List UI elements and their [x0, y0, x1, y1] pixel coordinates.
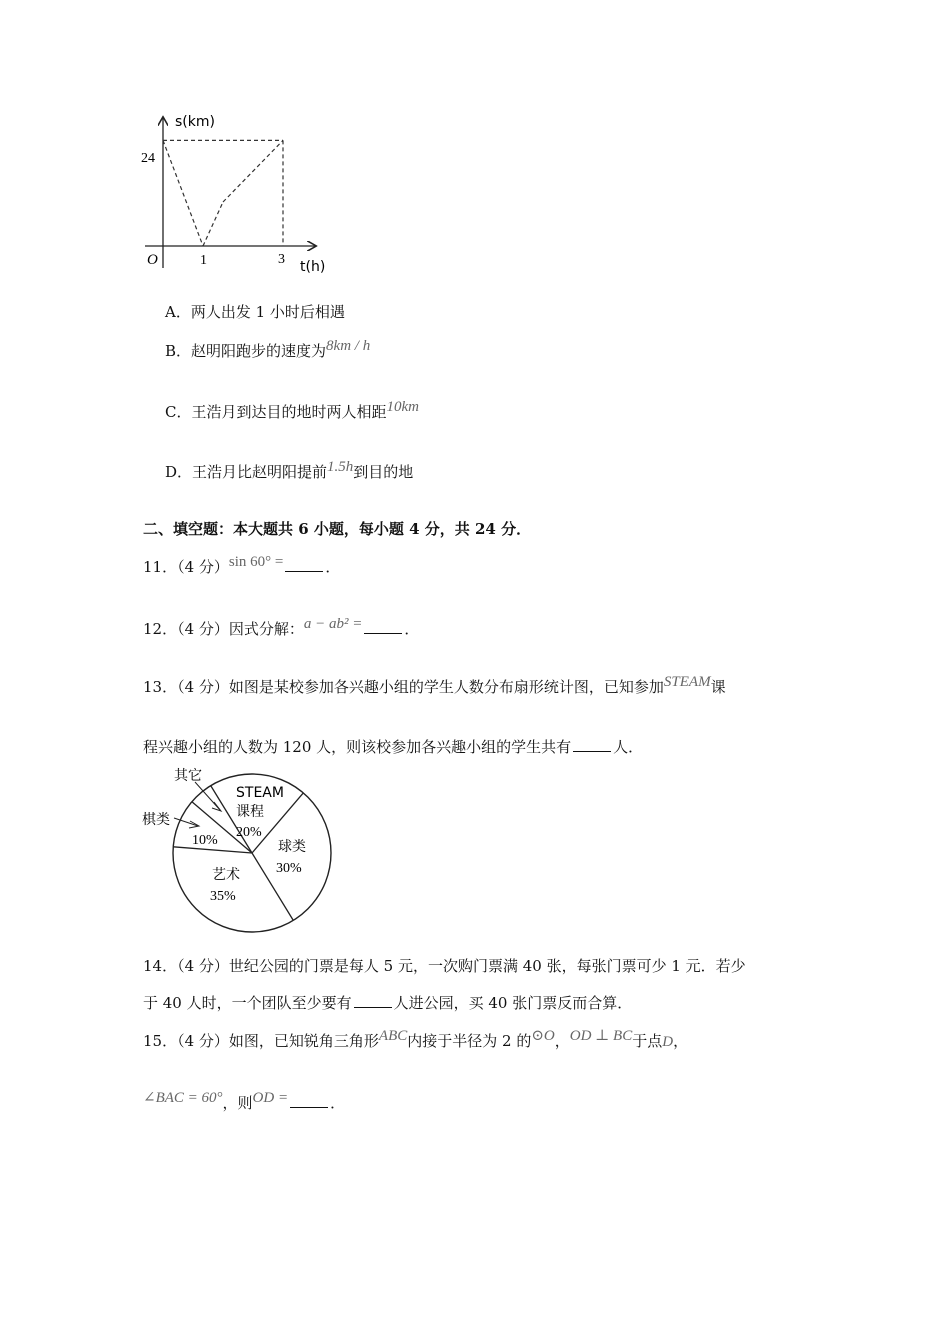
x-tick-1: 1 — [200, 253, 207, 268]
q12-math: a − ab² = — [303, 616, 363, 632]
option-b-letter: B． — [165, 342, 192, 360]
q15-math-angle: ∠BAC = 60° — [143, 1090, 223, 1106]
q15-d: 于点 — [632, 1032, 663, 1050]
option-c-text: 王浩月到达目的地时两人相距 — [191, 403, 387, 421]
pie-label-art: 艺术 — [212, 867, 240, 883]
option-b-text: 赵明阳跑步的速度为 — [191, 342, 327, 360]
option-d-math: 1.5h — [327, 459, 354, 475]
pie-label-ball-pct: 30% — [276, 861, 302, 876]
q15-math-od: OD = — [252, 1090, 289, 1106]
pie-label-art-pct: 35% — [210, 889, 236, 904]
series-segment — [163, 140, 203, 246]
option-d-text-2: 到目的地 — [353, 463, 414, 481]
option-a-text: 两人出发 1 小时后相遇 — [190, 303, 345, 321]
q15-blank — [290, 1093, 328, 1108]
q11-blank — [285, 557, 323, 572]
q12-number: 12．（4 分）因式分解： — [143, 620, 304, 638]
q12-end: ． — [404, 620, 420, 638]
q15-a: 15．（4 分）如图，已知锐角三角形 — [143, 1032, 379, 1050]
option-b-math: 8km / h — [326, 338, 371, 354]
pie-label-chess-pct: 10% — [192, 833, 218, 848]
q15-math-abc: ABC — [378, 1028, 408, 1044]
option-c-math: 10km — [386, 399, 419, 415]
question-13-line-1 — [143, 674, 726, 698]
q15-g: ． — [330, 1094, 346, 1112]
q14-line2-a: 于 40 人时，一个团队至少要有 — [143, 994, 352, 1012]
option-d — [165, 459, 414, 483]
pie-label-ball: 球类 — [278, 839, 306, 855]
pie-label-steam-pct: 20% — [236, 825, 262, 840]
y-tick-24: 24 — [141, 151, 155, 166]
question-11 — [143, 554, 341, 578]
x-axis-label: t(h) — [300, 259, 326, 275]
q13-math: STEAM — [663, 674, 711, 690]
q13-line2-b: 人． — [613, 738, 644, 756]
question-15-line-2 — [143, 1090, 346, 1114]
pie-label-other: 其它 — [174, 768, 202, 784]
q13-text-end: 课 — [710, 678, 726, 696]
x-tick-3: 3 — [278, 252, 285, 267]
graph-lines — [163, 140, 283, 246]
question-12 — [143, 616, 420, 640]
q11-math: sin 60° = — [228, 554, 284, 570]
q13-blank — [573, 737, 611, 752]
q15-math-od-perp-bc: OD ⊥ BC — [569, 1028, 633, 1044]
q14-blank — [354, 993, 392, 1008]
q13-text: 13．（4 分）如图是某校参加各兴趣小组的学生人数分布扇形统计图，已知参加 — [143, 678, 664, 696]
option-d-text-1: 王浩月比赵明阳提前 — [192, 463, 328, 481]
q15-e: ， — [673, 1032, 689, 1050]
option-a-letter: A． — [165, 303, 191, 321]
q15-c: ， — [554, 1032, 570, 1050]
q15-b: 内接于半径为 2 的 — [407, 1032, 532, 1050]
pie-chart — [130, 760, 360, 940]
option-d-letter: D． — [165, 463, 193, 481]
series-segment — [203, 202, 223, 246]
series-segment — [223, 140, 283, 202]
q15-math-d: D — [662, 1034, 674, 1050]
option-c-letter: C． — [165, 403, 192, 421]
q12-blank — [364, 619, 402, 634]
q11-end: ． — [325, 558, 341, 576]
question-15-line-1 — [143, 1028, 689, 1052]
distance-time-graph — [135, 108, 335, 278]
y-axis-label: s(km) — [175, 114, 215, 130]
q15-f: ，则 — [222, 1094, 253, 1112]
pie-label-steam: STEAM — [236, 785, 284, 801]
section-heading: 二、填空题：本大题共 6 小题，每小题 4 分，共 24 分． — [143, 520, 532, 538]
q11-number: 11．（4 分） — [143, 558, 229, 576]
pie-label-chess: 棋类 — [142, 812, 170, 828]
q14-line2-b: 人进公园，买 40 张门票反而合算． — [393, 994, 633, 1012]
q15-math-circle-o: ⊙O — [531, 1028, 555, 1044]
option-a — [165, 302, 345, 322]
question-14-line-2 — [143, 993, 632, 1013]
option-c — [165, 399, 419, 423]
question-13-line-2 — [143, 737, 643, 757]
pie-label-steam-course: 课程 — [236, 804, 264, 820]
origin-label: O — [147, 252, 158, 268]
question-14-line-1: 14．（4 分）世纪公园的门票是每人 5 元，一次购门票满 40 张，每张门票可少 1 元．若少 — [143, 957, 746, 975]
pointer-other — [195, 782, 220, 810]
q13-line2-a: 程兴趣小组的人数为 120 人，则该校参加各兴趣小组的学生共有 — [143, 738, 572, 756]
option-b — [165, 338, 371, 362]
